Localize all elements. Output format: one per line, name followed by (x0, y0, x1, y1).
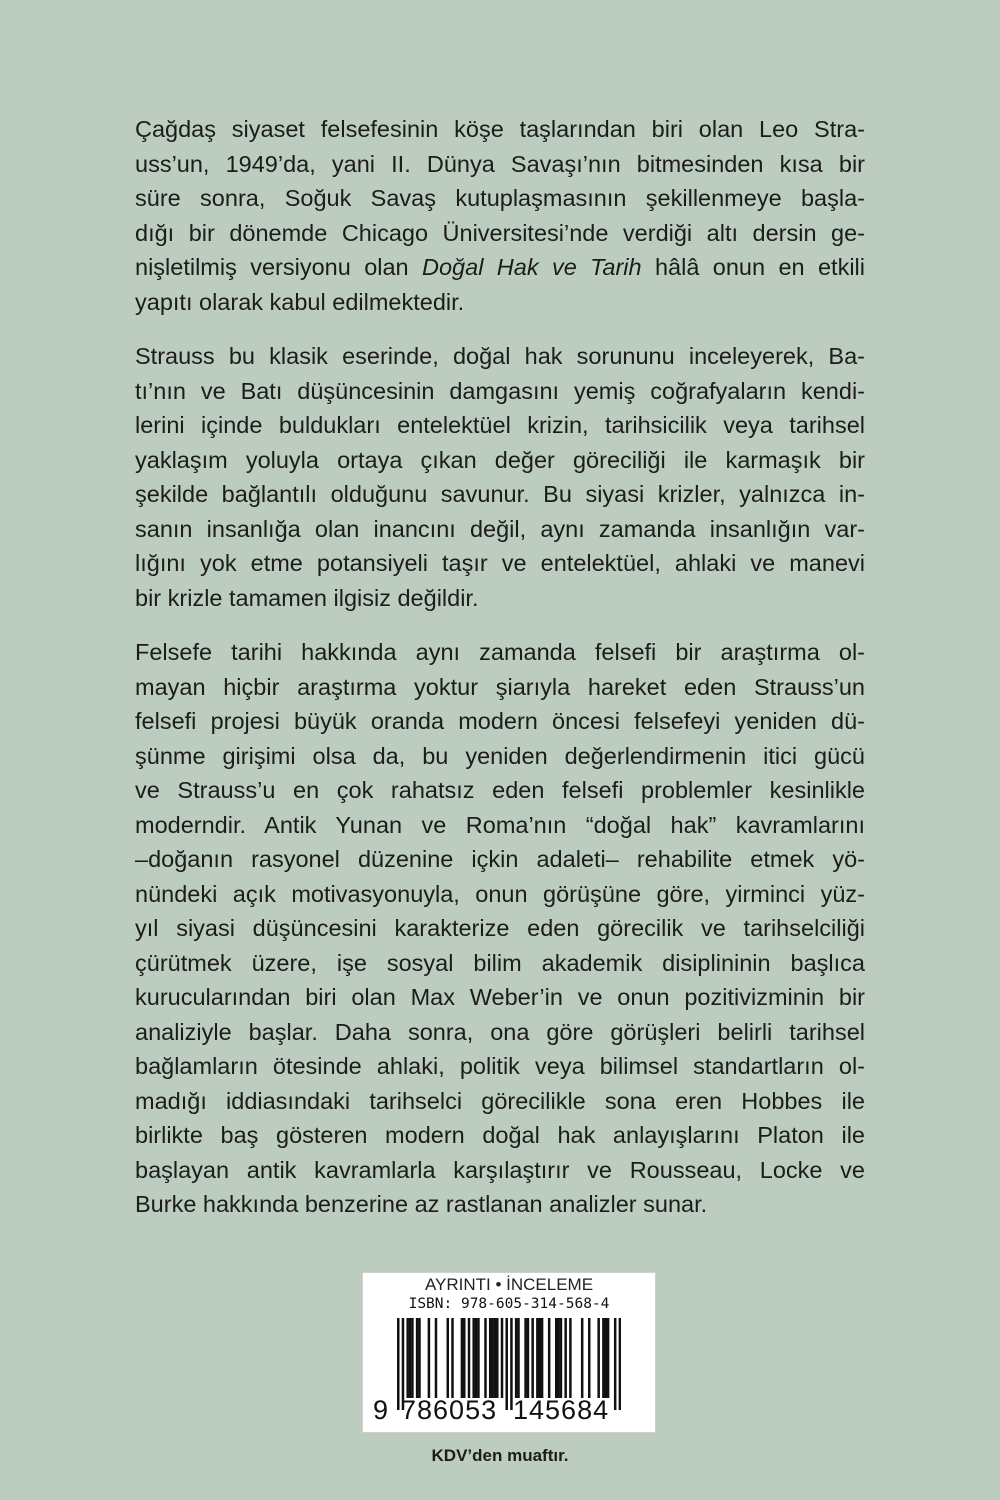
barcode-bar (463, 1318, 466, 1398)
text-line: madığı iddiasındaki tarihselci görecilikle sona eren Hobbes ile (135, 1087, 865, 1114)
barcode-bar (564, 1318, 567, 1398)
blurb-paragraph-2 (135, 339, 865, 615)
barcode-bar (597, 1318, 600, 1398)
barcode-bar (409, 1318, 412, 1398)
barcode-bar (468, 1318, 471, 1398)
text-line: mayan hiçbir araştırma yoktur şiarıyla hareket eden Strauss’un (135, 673, 865, 700)
barcode-first-digit: 9 (373, 1395, 390, 1425)
text-line: lerini içinde buldukları entelektüel krizin, tarihsicilik veya tarihsel (135, 412, 865, 438)
barcode-bar (517, 1318, 520, 1398)
text-line: kurucularından biri olan Max Weber’in ve onun pozitivizminin bir (135, 984, 865, 1010)
text-line: dığı bir dönemde Chicago Üniversitesi’nde verdiği altı dersin ge- (135, 219, 865, 246)
barcode-bar (581, 1318, 584, 1398)
barcode-bar (494, 1318, 497, 1398)
blurb-text (135, 112, 865, 1242)
blurb-paragraph-3 (135, 635, 865, 1222)
text-line: yıl siyasi düşüncesini karakterize eden görecilik ve tarihselciliği (135, 915, 865, 941)
text-line: ve Strauss’u en çok rahatsız eden felsefi problemler kesinlikle (135, 777, 865, 803)
barcode-bar (472, 1318, 475, 1398)
text-line: bağlamların ötesinde ahlaki, politik veya bilimsel standartların ol- (135, 1053, 865, 1079)
text-line: moderndir. Antik Yunan ve Roma’nın “doğal hak” kavramlarını (135, 811, 865, 838)
barcode-bar (614, 1318, 617, 1410)
barcode-bar (531, 1318, 534, 1398)
barcode-bar (548, 1318, 551, 1398)
barcode-bar (435, 1318, 438, 1398)
barcode-bar (411, 1318, 414, 1398)
barcode-bar (619, 1318, 621, 1410)
publisher-series: AYRINTI • İNCELEME (424, 1275, 594, 1294)
barcode-bar (524, 1318, 527, 1398)
barcode-bar (505, 1318, 508, 1410)
text-line: başlayan antik kavramlarla karşılaştırır ve Rousseau, Locke ve (135, 1156, 865, 1183)
barcode-bar (501, 1318, 504, 1398)
text-line: şünme girişimi olsa da, bu yeniden değerlendirmenin itici gücü (135, 742, 865, 769)
barcode-bar (484, 1318, 487, 1398)
text-line: uss’un, 1949’da, yani II. Dünya Savaşı’nın bitmesinden kısa bir (135, 150, 865, 177)
text-line: çürütmek üzere, işe sosyal bilim akademik disiplininin başlıca (135, 949, 865, 976)
barcode-bar (428, 1318, 431, 1398)
barcode-digit-group-left: 786053 (401, 1395, 498, 1425)
barcode-bar (477, 1318, 480, 1398)
text-line: sanın insanlığa olan inancını değil, aynı zamanda insanlığın var- (135, 515, 865, 542)
barcode-bar (560, 1318, 563, 1398)
barcode-bar (602, 1318, 605, 1398)
barcode-bar (406, 1318, 409, 1398)
barcode-bar (607, 1318, 610, 1398)
barcode-bar (588, 1318, 591, 1398)
text-line: nişletilmiş versiyonu olan Doğal Hak ve Tarih hâlâ onun en etkili (135, 254, 865, 280)
barcode-bar (496, 1318, 499, 1398)
barcode-bar (451, 1318, 454, 1398)
text-line: süre sonra, Soğuk Savaş kutuplaşmasının şekillenmeye başla- (135, 185, 865, 211)
text-line: Felsefe tarihi hakkında aynı zamanda felsefi bir araştırma ol- (135, 639, 865, 665)
barcode-bar (489, 1318, 492, 1398)
isbn-text: ISBN: 978-605-314-568-4 (408, 1296, 610, 1312)
text-line: tı’nın ve Batı düşüncesinin damgasını yemiş coğrafyaların kendi- (135, 377, 865, 404)
barcode-bar (515, 1318, 518, 1398)
text-line: yaklaşım yoluyla ortaya çıkan değer göreciliği ile karmaşık bir (135, 446, 865, 473)
barcode-bar (555, 1318, 558, 1398)
barcode-bar (475, 1318, 478, 1398)
blurb-paragraph-1 (135, 112, 865, 319)
barcode-bar (416, 1318, 419, 1398)
text-line: bir krizle tamamen ilgisiz değildir. (135, 584, 479, 611)
barcode-bar (538, 1318, 541, 1398)
text-line: Burke hakkında benzerine az rastlanan analizler sunar. (135, 1191, 708, 1217)
text-line: analiziyle başlar. Daha sonra, ona göre görüşleri belirli tarihsel (135, 1018, 865, 1045)
barcode-bar (461, 1318, 464, 1398)
text-line: felsefi projesi büyük oranda modern öncesi felsefeyi yeniden dü- (135, 708, 865, 734)
text-line: Strauss bu klasik eserinde, doğal hak sorununu inceleyerek, Ba- (135, 343, 865, 369)
barcode-bar (397, 1318, 400, 1410)
barcode-bar (569, 1318, 572, 1398)
barcode-bar (604, 1318, 607, 1398)
barcode-bar (447, 1318, 450, 1398)
barcode-bar (536, 1318, 539, 1398)
isbn-barcode-label (362, 1272, 656, 1433)
text-line: Çağdaş siyaset felsefesinin köşe taşlarından biri olan Leo Stra- (135, 116, 865, 142)
book-title: Doğal Hak ve Tarih (422, 254, 642, 280)
text-line: –doğanın rasyonel düzenine içkin adaleti– rehabilite etmek yö- (135, 846, 865, 872)
text-line: birlikte baş gösteren modern doğal hak anlayışlarını Platon ile (135, 1122, 865, 1148)
text-line: şekilde bağlantılı olduğunu savunur. Bu siyasi krizler, yalnızca in- (135, 481, 865, 507)
barcode-bar (541, 1318, 544, 1398)
text-line: nündeki açık motivasyonuyla, onun görüşüne göre, yirminci yüz- (135, 880, 865, 907)
barcode-digit-group-right: 145684 (513, 1395, 610, 1425)
tax-exempt-note: KDV’den muaftır. (431, 1446, 569, 1465)
barcode-bar (527, 1318, 530, 1398)
barcode-bar (491, 1318, 494, 1398)
barcode-bar (418, 1318, 421, 1398)
text-line: lığını yok etme potansiyeli taşır ve entelektüel, ahlaki ve manevi (135, 550, 865, 576)
barcode-bar (557, 1318, 560, 1398)
text-line: yapıtı olarak kabul edilmektedir. (135, 288, 465, 315)
